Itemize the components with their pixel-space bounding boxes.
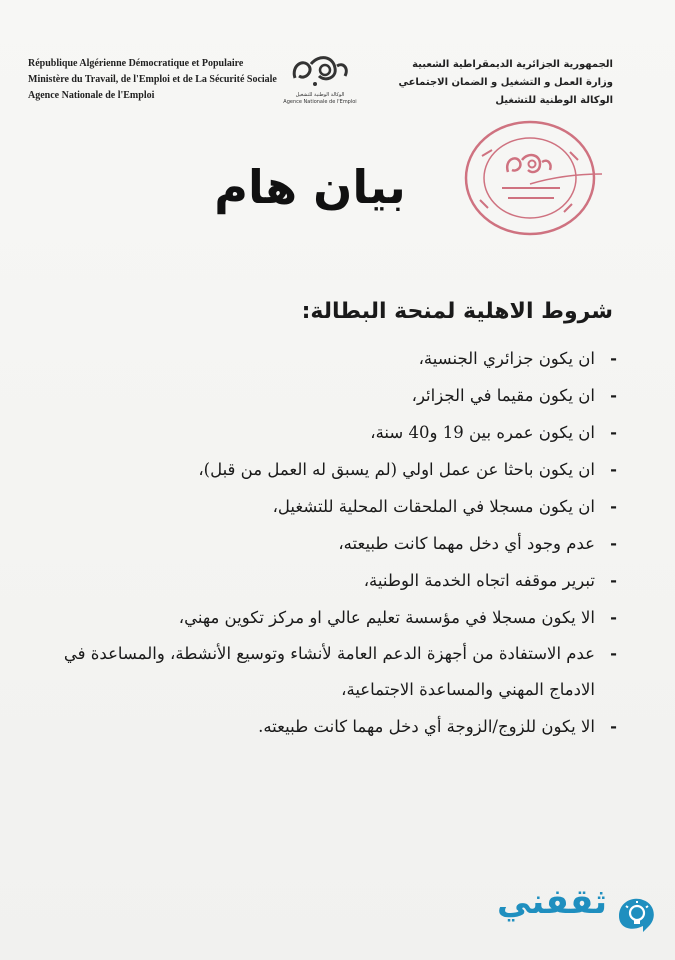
header-french — [28, 56, 278, 104]
header-arabic — [363, 56, 613, 110]
header-fr-line-3: Agence Nationale de l'Emploi — [28, 90, 155, 101]
header-ar-line-1: الجمهورية الجزائرية الديمقراطية الشعبية — [412, 59, 613, 70]
anem-logo-icon — [285, 52, 355, 92]
condition-item: - ان يكون جزائري الجنسية، — [418, 349, 617, 368]
condition-item: - ان يكون مقيما في الجزائر، — [411, 386, 617, 405]
condition-item: - الا يكون مسجلا في مؤسسة تعليم عالي او مركز تكوين مهني، — [178, 608, 617, 627]
stamp-seal-icon — [452, 116, 602, 236]
condition-item: - ان يكون مسجلا في الملحقات المحلية للتشغيل، — [272, 497, 617, 516]
condition-text: ان يكون باحثا عن عمل اولي (لم يسبق له العمل من قبل)، — [198, 460, 595, 479]
condition-item: - ان يكون باحثا عن عمل اولي (لم يسبق له العمل من قبل)، — [198, 460, 617, 479]
logo-caption-fr: Agence Nationale de l'Emploi — [283, 99, 357, 105]
condition-item: - ان يكون عمره بين 19 و40 سنة، — [370, 423, 617, 442]
condition-text: الا يكون للزوج/الزوجة أي دخل مهما كانت طبيعته. — [258, 717, 595, 736]
condition-text: ان يكون عمره بين 19 و40 سنة، — [370, 423, 595, 442]
site-watermark — [460, 880, 665, 950]
condition-text: الا يكون مسجلا في مؤسسة تعليم عالي او مركز تكوين مهني، — [178, 608, 595, 627]
lightbulb-icon — [613, 892, 661, 940]
header-fr-line-2: Ministère du Travail, de l'Emploi et de La Sécurité Sociale — [28, 74, 277, 85]
condition-item: - تبرير موقفه اتجاه الخدمة الوطنية، — [363, 571, 617, 590]
page-title: بيان هام — [214, 160, 406, 214]
header-ar-line-2: وزارة العمل و التشغيل و الضمان الاجتماعي — [398, 77, 613, 88]
condition-text: تبرير موقفه اتجاه الخدمة الوطنية، — [363, 571, 595, 590]
section-title: شروط الاهلية لمنحة البطالة: — [301, 299, 613, 324]
condition-item: - عدم وجود أي دخل مهما كانت طبيعته، — [338, 534, 617, 553]
condition-text: ان يكون مقيما في الجزائر، — [411, 386, 595, 405]
logo-caption-ar: الوكالة الوطنية للتشغيل — [295, 92, 345, 98]
watermark-text: ثقفني — [497, 882, 607, 922]
header-fr-line-1: République Algérienne Démocratique et Populaire — [28, 58, 244, 69]
condition-text: عدم الاستفادة من أجهزة الدعم العامة لأنشاء وتوسيع الأنشطة، والمساعدة في الادماج المهني والمساعدة الاجتماعية، — [63, 644, 595, 699]
condition-text: ان يكون جزائري الجنسية، — [418, 349, 595, 368]
agency-logo — [278, 52, 362, 124]
condition-text: عدم وجود أي دخل مهما كانت طبيعته، — [338, 534, 595, 553]
official-stamp — [452, 116, 602, 236]
condition-item: - عدم الاستفادة من أجهزة الدعم العامة لأنشاء وتوسيع الأنشطة، والمساعدة في الادماج المهني والمساعدة الاجتماعية، — [63, 644, 617, 699]
header-ar-line-3: الوكالة الوطنية للتشغيل — [495, 95, 613, 106]
conditions-list — [45, 340, 617, 745]
condition-text: ان يكون مسجلا في الملحقات المحلية للتشغيل، — [272, 497, 595, 516]
condition-item: - الا يكون للزوج/الزوجة أي دخل مهما كانت طبيعته. — [258, 717, 617, 736]
